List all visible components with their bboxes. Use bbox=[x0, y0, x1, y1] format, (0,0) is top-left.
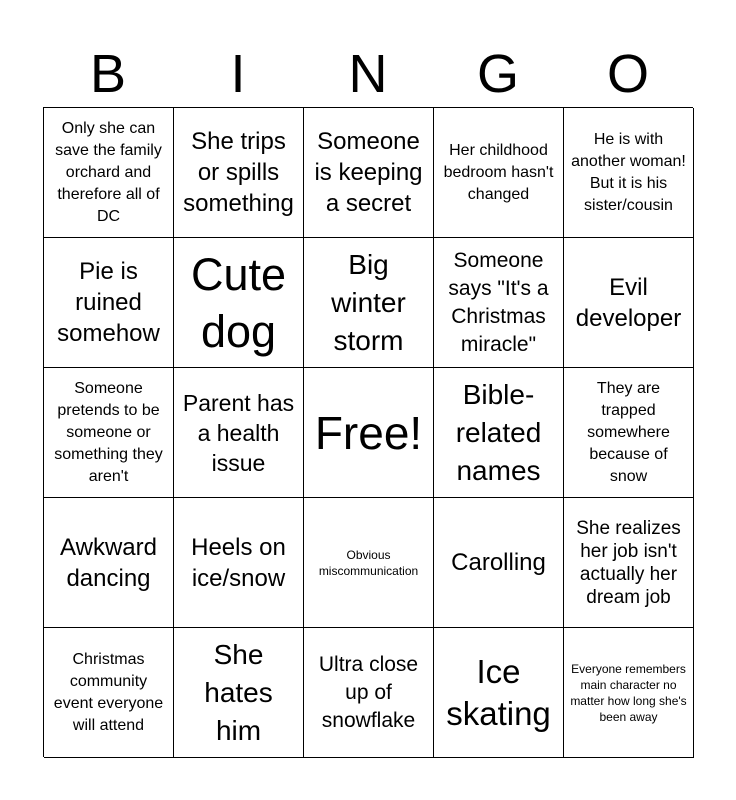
cell-text: Someone is keeping a secret bbox=[314, 128, 423, 217]
cell-text: Ultra close up of snowflake bbox=[318, 652, 419, 732]
cell-text: Her childhood bedroom hasn't changed bbox=[443, 141, 554, 203]
bingo-cell-o2[interactable] bbox=[564, 238, 694, 368]
bingo-cell-o1[interactable] bbox=[564, 108, 694, 238]
cell-text: Someone says "It's a Christmas miracle" bbox=[448, 248, 549, 356]
bingo-cell-free[interactable] bbox=[304, 368, 434, 498]
cell-text: Free! bbox=[314, 406, 423, 459]
bingo-cell-n2[interactable] bbox=[304, 238, 434, 368]
bingo-cell-n5[interactable] bbox=[304, 628, 434, 758]
header-letter-g: G bbox=[476, 44, 519, 104]
bingo-cell-i1[interactable] bbox=[174, 108, 304, 238]
bingo-cell-b2[interactable] bbox=[44, 238, 174, 368]
header-letter-o: O bbox=[606, 44, 649, 104]
bingo-cell-o5[interactable] bbox=[564, 628, 694, 758]
cell-text: Obvious miscommunication bbox=[318, 547, 419, 578]
cell-text: She realizes her job isn't actually her dream job bbox=[576, 517, 681, 608]
header-letter-i: I bbox=[230, 44, 246, 104]
bingo-cell-n4[interactable] bbox=[304, 498, 434, 628]
bingo-cell-b1[interactable] bbox=[44, 108, 174, 238]
bingo-cell-b3[interactable] bbox=[44, 368, 174, 498]
bingo-header bbox=[43, 44, 693, 104]
cell-text: Carolling bbox=[451, 549, 546, 576]
header-letter-b: B bbox=[89, 44, 127, 104]
cell-text: Everyone remembers main character no matter how long she's been away bbox=[570, 661, 687, 724]
bingo-cell-i2[interactable] bbox=[174, 238, 304, 368]
cell-text: She trips or spills something bbox=[183, 128, 294, 217]
cell-text: Heels on ice/snow bbox=[191, 533, 286, 592]
cell-text: He is with another woman! But it is his sister/cousin bbox=[571, 130, 686, 214]
cell-text: They are trapped somewhere because of snow bbox=[587, 379, 670, 485]
cell-text: Only she can save the family orchard and therefore all of DC bbox=[55, 119, 162, 225]
cell-text: Pie is ruined somehow bbox=[57, 258, 160, 347]
bingo-cell-o4[interactable] bbox=[564, 498, 694, 628]
bingo-cell-b5[interactable] bbox=[44, 628, 174, 758]
cell-text: Parent has a health issue bbox=[182, 389, 295, 476]
bingo-cell-i3[interactable] bbox=[174, 368, 304, 498]
header-letter-n: N bbox=[348, 44, 388, 104]
cell-text: Big winter storm bbox=[331, 248, 406, 356]
bingo-cell-g2[interactable] bbox=[434, 238, 564, 368]
bingo-cell-n1[interactable] bbox=[304, 108, 434, 238]
bingo-cell-g5[interactable] bbox=[434, 628, 564, 758]
bingo-cell-i5[interactable] bbox=[174, 628, 304, 758]
bingo-cell-g1[interactable] bbox=[434, 108, 564, 238]
cell-text: Evil developer bbox=[575, 273, 682, 332]
cell-text: Bible-related names bbox=[455, 378, 542, 486]
cell-text: Christmas community event everyone will attend bbox=[53, 650, 164, 734]
bingo-cell-b4[interactable] bbox=[44, 498, 174, 628]
bingo-cell-g4[interactable] bbox=[434, 498, 564, 628]
bingo-cell-i4[interactable] bbox=[174, 498, 304, 628]
cell-text: Ice skating bbox=[446, 652, 551, 732]
cell-text: Someone pretends to be someone or something they aren't bbox=[54, 379, 163, 485]
cell-text: Awkward dancing bbox=[60, 533, 157, 592]
bingo-cell-g3[interactable] bbox=[434, 368, 564, 498]
bingo-card-grid bbox=[43, 107, 693, 757]
cell-text: Cute dog bbox=[190, 248, 287, 357]
bingo-cell-o3[interactable] bbox=[564, 368, 694, 498]
cell-text: She hates him bbox=[204, 638, 273, 746]
